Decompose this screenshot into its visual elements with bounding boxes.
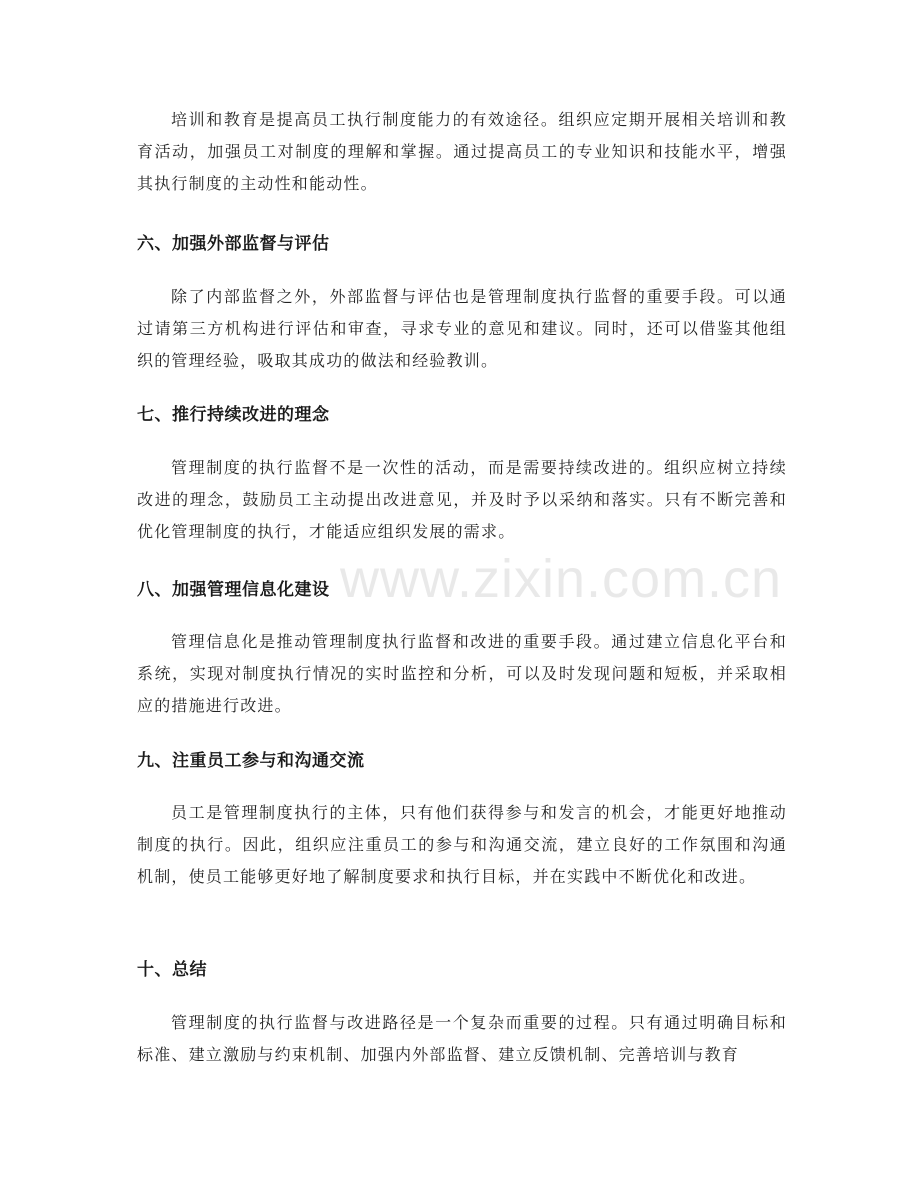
body-paragraph: 管理信息化是推动管理制度执行监督和改进的重要手段。通过建立信息化平台和系统，实现对制度执行情况的实时监控和分析，可以及时发现问题和短板，并采取相应的措施进行改进。 bbox=[137, 632, 787, 715]
paragraph-section-10 bbox=[137, 1007, 787, 1071]
section-heading: 七、推行持续改进的理念 bbox=[137, 405, 330, 425]
section-heading: 六、加强外部监督与评估 bbox=[137, 234, 330, 254]
body-paragraph: 除了内部监督之外，外部监督与评估也是管理制度执行监督的重要手段。可以通过请第三方机构进行评估和审查，寻求专业的意见和建议。同时，还可以借鉴其他组织的管理经验，吸取其成功的做法和经验教训。 bbox=[137, 287, 787, 370]
section-heading-6 bbox=[137, 231, 787, 257]
section-heading-10 bbox=[137, 957, 787, 983]
section-heading: 十、总结 bbox=[137, 960, 207, 980]
paragraph-section-7 bbox=[137, 452, 787, 548]
paragraph-section-8 bbox=[137, 626, 787, 722]
body-paragraph: 管理制度的执行监督不是一次性的活动，而是需要持续改进的。组织应树立持续改进的理念，鼓励员工主动提出改进意见，并及时予以采纳和落实。只有不断完善和优化管理制度的执行，才能适应组织发展的需求。 bbox=[137, 458, 787, 541]
paragraph-section-6 bbox=[137, 281, 787, 377]
body-paragraph: 管理制度的执行监督与改进路径是一个复杂而重要的过程。只有通过明确目标和标准、建立激励与约束机制、加强内外部监督、建立反馈机制、完善培训与教育 bbox=[137, 1013, 787, 1064]
body-paragraph: 员工是管理制度执行的主体，只有他们获得参与和发言的机会，才能更好地推动制度的执行。因此，组织应注重员工的参与和沟通交流，建立良好的工作氛围和沟通机制，使员工能够更好地了解制度要求和执行目标，并在实践中不断优化和改进。 bbox=[137, 803, 787, 886]
section-heading: 八、加强管理信息化建设 bbox=[137, 580, 330, 600]
section-heading-9 bbox=[137, 748, 787, 774]
paragraph-section-9 bbox=[137, 797, 787, 893]
paragraph-training bbox=[137, 104, 787, 200]
section-heading-7 bbox=[137, 402, 787, 428]
watermark-text: www.zixin.com.cn bbox=[340, 549, 783, 609]
body-paragraph: 培训和教育是提高员工执行制度能力的有效途径。组织应定期开展相关培训和教育活动，加强员工对制度的理解和掌握。通过提高员工的专业知识和技能水平，增强其执行制度的主动性和能动性。 bbox=[137, 110, 787, 193]
section-heading: 九、注重员工参与和沟通交流 bbox=[137, 751, 365, 771]
